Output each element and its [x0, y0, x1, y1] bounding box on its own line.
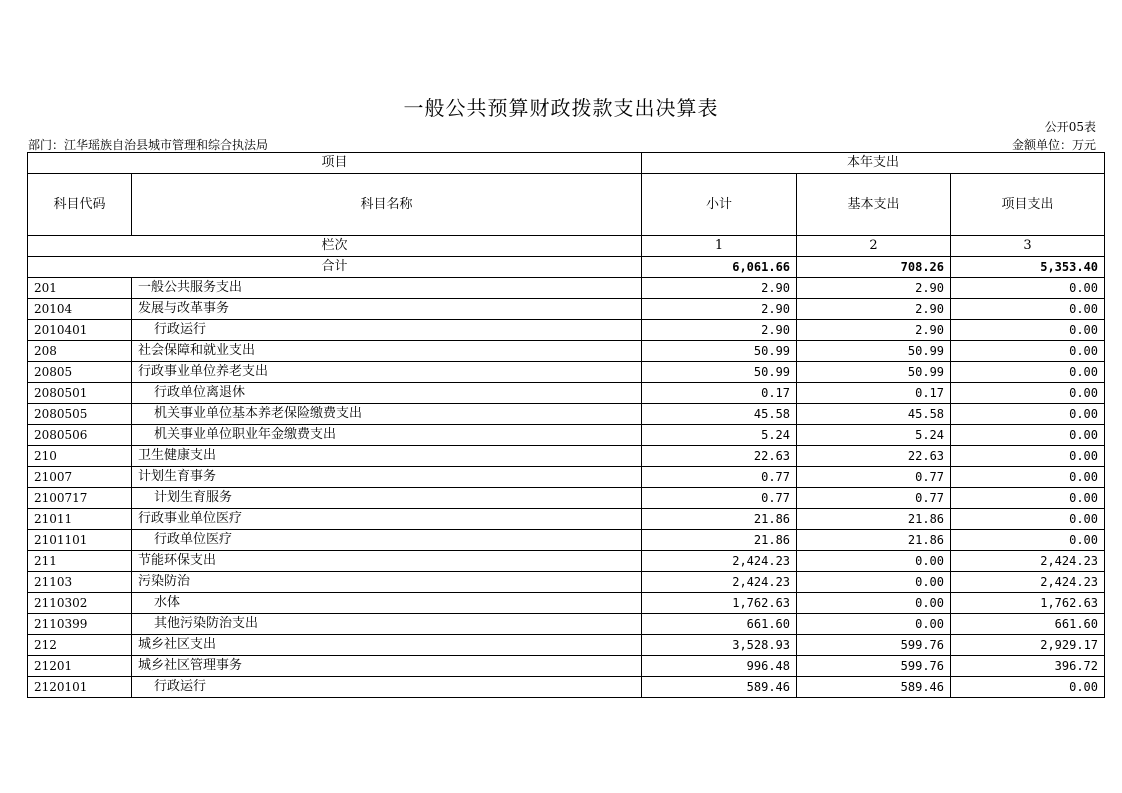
table-row [28, 677, 1105, 698]
subject-name: 行政事业单位医疗 [132, 509, 642, 530]
subject-code: 210 [28, 446, 132, 467]
column-number-2: 2 [797, 236, 951, 257]
subtotal-value: 661.60 [642, 614, 797, 635]
subject-code: 21011 [28, 509, 132, 530]
subtotal-value: 21.86 [642, 509, 797, 530]
subtotal-value: 5.24 [642, 425, 797, 446]
table-row [28, 278, 1105, 299]
header-current-year: 本年支出 [642, 153, 1105, 174]
basic-value: 599.76 [797, 656, 951, 677]
report-title: 一般公共预算财政拨款支出决算表 [403, 96, 719, 120]
basic-value: 589.46 [797, 677, 951, 698]
subject-name: 一般公共服务支出 [132, 278, 642, 299]
subtotal-value: 1,762.63 [642, 593, 797, 614]
subtotal-value: 2.90 [642, 320, 797, 341]
table-row [28, 446, 1105, 467]
amount-unit-label: 金额单位：万元 [1011, 138, 1096, 152]
subtotal-value: 22.63 [642, 446, 797, 467]
basic-value: 0.17 [797, 383, 951, 404]
subtotal-value: 0.17 [642, 383, 797, 404]
subject-name: 计划生育服务 [132, 488, 642, 509]
project-value: 0.00 [951, 446, 1105, 467]
basic-value: 50.99 [797, 341, 951, 362]
subject-code: 20805 [28, 362, 132, 383]
project-value: 0.00 [951, 425, 1105, 446]
form-number: 公开05表 [1044, 120, 1096, 134]
basic-value: 0.00 [797, 593, 951, 614]
subject-name: 行政运行 [132, 677, 642, 698]
table-row [28, 425, 1105, 446]
subject-code: 21007 [28, 467, 132, 488]
project-value: 0.00 [951, 362, 1105, 383]
subtotal-value: 2.90 [642, 299, 797, 320]
basic-value: 0.00 [797, 614, 951, 635]
subject-code: 2010401 [28, 320, 132, 341]
table-row [28, 509, 1105, 530]
subject-name: 机关事业单位职业年金缴费支出 [132, 425, 642, 446]
department-label: 部门：江华瑶族自治县城市管理和综合执法局 [28, 138, 269, 152]
table-row [28, 383, 1105, 404]
project-value: 1,762.63 [951, 593, 1105, 614]
subtotal-value: 589.46 [642, 677, 797, 698]
total-row [28, 257, 1105, 278]
subject-name: 行政事业单位养老支出 [132, 362, 642, 383]
subject-code: 2080505 [28, 404, 132, 425]
subtotal-value: 2,424.23 [642, 572, 797, 593]
subject-code: 2080506 [28, 425, 132, 446]
subject-name: 城乡社区支出 [132, 635, 642, 656]
project-value: 0.00 [951, 677, 1105, 698]
column-number-3: 3 [951, 236, 1105, 257]
header-project-expense: 项目支出 [951, 174, 1105, 236]
subject-name: 行政运行 [132, 320, 642, 341]
subject-code: 2110399 [28, 614, 132, 635]
subject-code: 21103 [28, 572, 132, 593]
table-row [28, 341, 1105, 362]
project-value: 0.00 [951, 341, 1105, 362]
project-value: 0.00 [951, 488, 1105, 509]
table-row [28, 614, 1105, 635]
subject-name: 污染防治 [132, 572, 642, 593]
subtotal-value: 2,424.23 [642, 551, 797, 572]
project-value: 0.00 [951, 467, 1105, 488]
basic-value: 21.86 [797, 530, 951, 551]
total-label: 合计 [28, 257, 642, 278]
table-row [28, 530, 1105, 551]
header-basic: 基本支出 [797, 174, 951, 236]
subject-name: 发展与改革事务 [132, 299, 642, 320]
subtotal-value: 50.99 [642, 362, 797, 383]
subject-code: 211 [28, 551, 132, 572]
basic-value: 21.86 [797, 509, 951, 530]
subtotal-value: 21.86 [642, 530, 797, 551]
header-name: 科目名称 [132, 174, 642, 236]
header-project: 项目 [28, 153, 642, 174]
project-value: 2,424.23 [951, 551, 1105, 572]
column-number-1: 1 [642, 236, 797, 257]
project-value: 0.00 [951, 530, 1105, 551]
subtotal-value: 0.77 [642, 488, 797, 509]
project-value: 0.00 [951, 404, 1105, 425]
subject-code: 2110302 [28, 593, 132, 614]
table-row [28, 467, 1105, 488]
table-row [28, 299, 1105, 320]
table-row [28, 656, 1105, 677]
subject-name: 城乡社区管理事务 [132, 656, 642, 677]
header-code: 科目代码 [28, 174, 132, 236]
project-value: 0.00 [951, 278, 1105, 299]
table-row [28, 488, 1105, 509]
project-value: 396.72 [951, 656, 1105, 677]
table-row [28, 593, 1105, 614]
subject-name: 卫生健康支出 [132, 446, 642, 467]
subject-code: 212 [28, 635, 132, 656]
basic-value: 0.77 [797, 488, 951, 509]
subject-name: 计划生育事务 [132, 467, 642, 488]
subtotal-value: 3,528.93 [642, 635, 797, 656]
table-row [28, 635, 1105, 656]
total-subtotal: 6,061.66 [642, 257, 797, 278]
header-subtotal: 小计 [642, 174, 797, 236]
project-value: 2,929.17 [951, 635, 1105, 656]
table-row [28, 551, 1105, 572]
column-number-row [28, 236, 1105, 257]
column-label: 栏次 [28, 236, 642, 257]
project-value: 2,424.23 [951, 572, 1105, 593]
subject-name: 水体 [132, 593, 642, 614]
basic-value: 2.90 [797, 320, 951, 341]
table-row [28, 362, 1105, 383]
subtotal-value: 50.99 [642, 341, 797, 362]
subtotal-value: 45.58 [642, 404, 797, 425]
table-row [28, 320, 1105, 341]
project-value: 0.00 [951, 320, 1105, 341]
project-value: 661.60 [951, 614, 1105, 635]
subject-code: 2101101 [28, 530, 132, 551]
subject-name: 社会保障和就业支出 [132, 341, 642, 362]
total-project: 5,353.40 [951, 257, 1105, 278]
project-value: 0.00 [951, 383, 1105, 404]
basic-value: 50.99 [797, 362, 951, 383]
basic-value: 599.76 [797, 635, 951, 656]
subject-code: 2080501 [28, 383, 132, 404]
project-value: 0.00 [951, 509, 1105, 530]
subject-code: 2120101 [28, 677, 132, 698]
basic-value: 45.58 [797, 404, 951, 425]
subject-code: 2100717 [28, 488, 132, 509]
header-row-2 [28, 174, 1105, 236]
basic-value: 0.00 [797, 551, 951, 572]
subject-name: 节能环保支出 [132, 551, 642, 572]
basic-value: 0.00 [797, 572, 951, 593]
subject-code: 201 [28, 278, 132, 299]
subject-code: 208 [28, 341, 132, 362]
basic-value: 5.24 [797, 425, 951, 446]
project-value: 0.00 [951, 299, 1105, 320]
subtotal-value: 0.77 [642, 467, 797, 488]
subject-name: 行政单位离退休 [132, 383, 642, 404]
subject-name: 行政单位医疗 [132, 530, 642, 551]
table-row [28, 572, 1105, 593]
subject-code: 20104 [28, 299, 132, 320]
subtotal-value: 2.90 [642, 278, 797, 299]
table-row [28, 404, 1105, 425]
subject-name: 其他污染防治支出 [132, 614, 642, 635]
header-row-1 [28, 153, 1105, 174]
basic-value: 2.90 [797, 278, 951, 299]
subject-code: 21201 [28, 656, 132, 677]
basic-value: 22.63 [797, 446, 951, 467]
total-basic: 708.26 [797, 257, 951, 278]
subtotal-value: 996.48 [642, 656, 797, 677]
expenditure-table [27, 152, 1105, 698]
basic-value: 2.90 [797, 299, 951, 320]
basic-value: 0.77 [797, 467, 951, 488]
subject-name: 机关事业单位基本养老保险缴费支出 [132, 404, 642, 425]
